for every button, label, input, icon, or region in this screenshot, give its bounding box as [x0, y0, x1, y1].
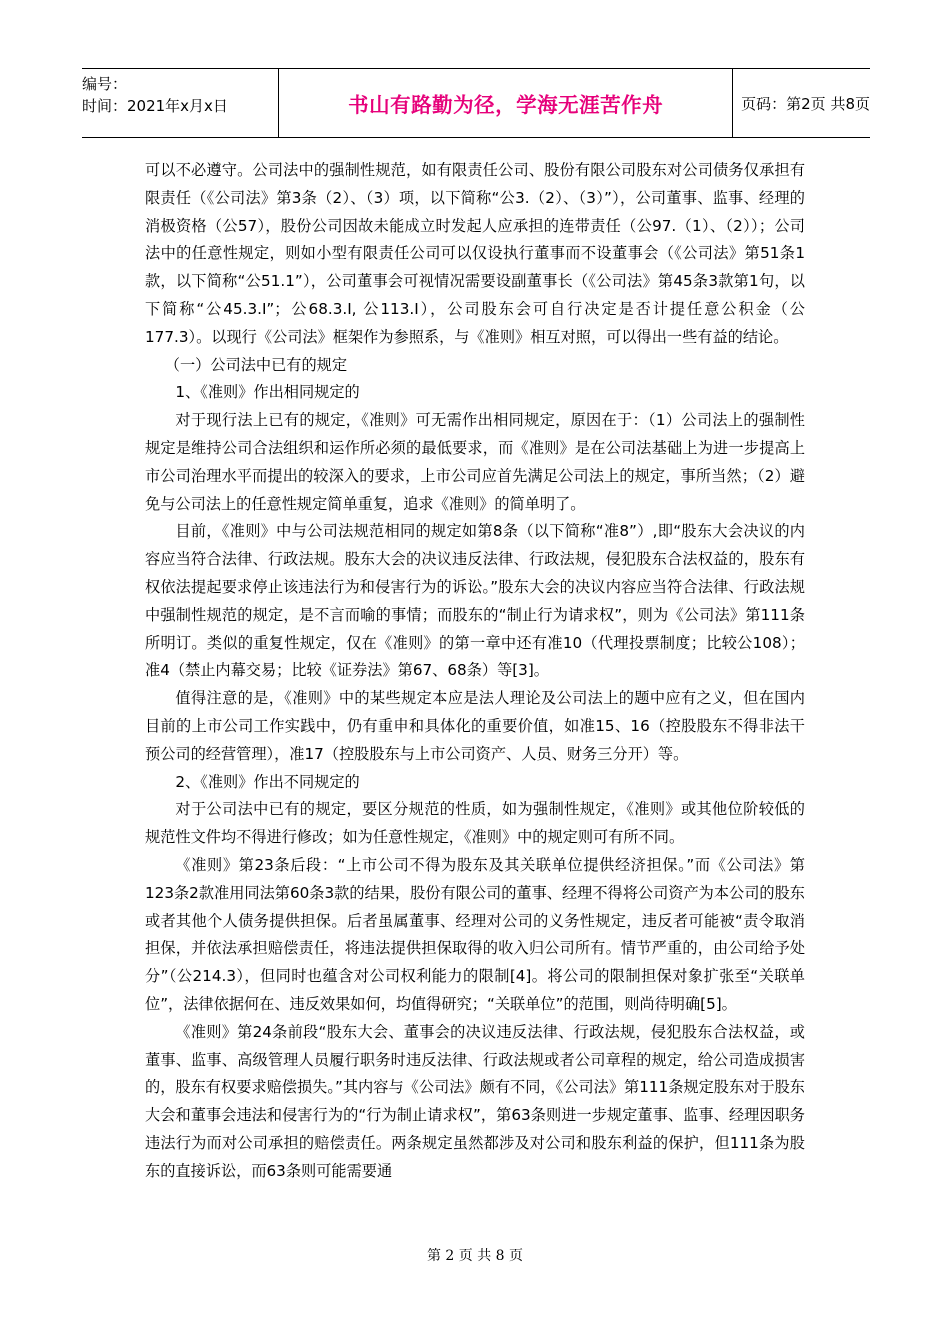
paragraph: 可以不必遵守。公司法中的强制性规范，如有限责任公司、股份有限公司股东对公司债务仅承担有限责任（《公司法》第3条（2）、（3）项，以下简称“公3.（2）、（3）”），公司董事、监事、经理的消极资格（公57），股份公司因故未能成立时发起人应承担的连带责任（公97.（1）、（2））；公司法中的任意性规定，则如小型有限责任公司可以仅设执行董事而不设董事会（《公司法》第51条1款，以下简称“公51.1”），公司董事会可视情况需要设副董事长（《公司法》第45条3款第1句，以下简称“公45.3.I”；公68.3.I, 公113.I），公司股东会可自行决定是否计提任意公积金（公177.3）。以现行《公司法》框架作为参照系，与《准则》相互对照，可以得出一些有益的结论。	[145, 161, 805, 346]
header-page-number: 页码：第2页 共8页	[741, 94, 870, 113]
document-body	[145, 157, 805, 1185]
page-header	[82, 68, 870, 138]
paragraph: 《准则》第24条前段“股东大会、董事会的决议违反法律、行政法规，侵犯股东合法权益，或董事、监事、高级管理人员履行职务时违反法律、行政法规或者公司章程的规定，给公司造成损害的，股东有权要求赔偿损失。”其内容与《公司法》颇有不同，《公司法》第111条规定股东对于股东大会和董事会违法和侵害行为的“行为制止请求权”，第63条则进一步规定董事、监事、经理因职务违法行为而对公司承担的赔偿责任。两条规定虽然都涉及对公司和股东利益的保护，但111条为股东的直接诉讼，而63条则可能需要通	[145, 1022, 805, 1180]
paragraph: 《准则》第23条后段：“上市公司不得为股东及其关联单位提供经济担保。”而《公司法》第123条2款准用同法第60条3款的结果，股份有限公司的董事、经理不得将公司资产为本公司的股东或者其他个人债务提供担保。后者虽属董事、经理对公司的义务性规定，违反者可能被“责令取消担保，并依法承担赔偿责任，将违法提供担保取得的收入归公司所有。情节严重的，由公司给予处分”（公214.3），但同时也蕴含对公司权利能力的限制[4]。将公司的限制担保对象扩张至“关联单位”，法律依据何在、违反效果如何，均值得研究；“关联单位”的范围，则尚待明确[5]。	[145, 855, 805, 1013]
header-time: 时间：2021年x月x日	[82, 97, 228, 115]
page-footer: 第 2 页 共 8 页	[426, 1248, 524, 1264]
header-meta	[82, 69, 279, 137]
paragraph: 目前，《准则》中与公司法规范相同的规定如第8条（以下简称“准8”）,即“股东大会决议的内容应当符合法律、行政法规。股东大会的决议违反法律、行政法规，侵犯股东合法权益的，股东有权依法提起要求停止该违法行为和侵害行为的诉讼。”股东大会的决议内容应当符合法律、行政法规中强制性规范的规定，是不言而喻的事情；而股东的“制止行为请求权”，则为《公司法》第111条所明订。类似的重复性规定，仅在《准则》的第一章中还有准10（代理投票制度；比较公108）；准4（禁止内幕交易；比较《证券法》第67、68条）等[3]。	[145, 522, 805, 680]
paragraph: 对于现行法上已有的规定，《准则》可无需作出相同规定，原因在于：（1）公司法上的强制性规定是维持公司合法组织和运作所必须的最低要求，而《准则》是在公司法基础上为进一步提高上市公司治理水平而提出的较深入的要求，上市公司应首先满足公司法上的规定，事所当然；（2）避免与公司法上的任意性规定简单重复，追求《准则》的简单明了。	[145, 411, 805, 513]
paragraph: 对于公司法中已有的规定，要区分规范的性质，如为强制性规定，《准则》或其他位阶较低的规范性文件均不得进行修改；如为任意性规定，《准则》中的规定则可有所不同。	[145, 800, 805, 847]
paragraph: 值得注意的是，《准则》中的某些规定本应是法人理论及公司法上的题中应有之义，但在国内目前的上市公司工作实践中，仍有重申和具体化的重要价值，如准15、16（控股股东不得非法干预公司的经营管理），准17（控股股东与上市公司资产、人员、财务三分开）等。	[145, 689, 805, 763]
section-heading: （一）公司法中已有的规定	[164, 355, 347, 374]
header-motto-cell	[279, 69, 733, 137]
subsection-heading: 2、《准则》作出不同规定的	[175, 772, 360, 791]
subsection-heading: 1、《准则》作出相同规定的	[175, 383, 360, 402]
header-motto: 书山有路勤为径，学海无涯苦作舟	[348, 93, 664, 117]
header-number: 编号：	[82, 75, 128, 93]
